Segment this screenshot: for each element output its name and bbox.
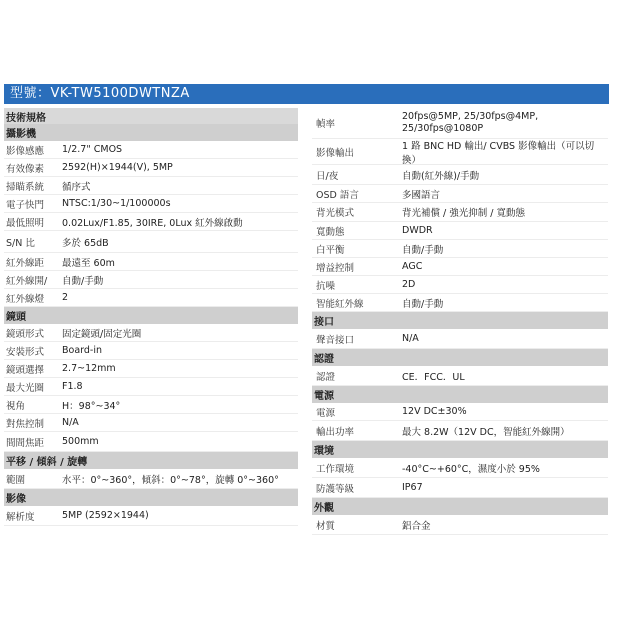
row-label: S/N 比 — [6, 237, 35, 249]
table-row — [4, 324, 298, 342]
section-appearance — [312, 498, 608, 515]
row-value: -40°C~+60°C，濕度小於 95% — [402, 463, 540, 475]
table-row — [312, 108, 608, 139]
row-value: AGC — [402, 261, 423, 272]
table-row — [4, 213, 298, 231]
row-label: 影像輸出 — [316, 147, 355, 159]
row-value: 水平：0°~360°，傾斜：0°~78°，旋轉 0°~360° — [62, 474, 279, 486]
row-value: 多國語言 — [402, 189, 441, 201]
table-row — [312, 458, 608, 478]
table-row — [312, 478, 608, 498]
table-row — [312, 139, 608, 165]
row-value: 循序式 — [62, 181, 91, 193]
table-row — [4, 253, 298, 271]
section-title: 接口 — [314, 317, 334, 328]
row-label: OSD 語言 — [316, 189, 359, 201]
row-label: 紅外線距 — [6, 257, 45, 269]
table-row — [4, 231, 298, 253]
table-row — [4, 271, 298, 289]
table-row — [312, 276, 608, 294]
row-label: 有效像素 — [6, 163, 45, 175]
row-label: 紅外線燈 — [6, 293, 45, 305]
row-value: Board-in — [62, 345, 103, 356]
row-value: DWDR — [402, 225, 433, 236]
row-label: 電子快門 — [6, 199, 45, 211]
value-line: 20fps@5MP, 25/30fps@4MP, — [402, 111, 539, 122]
row-label: 認證 — [316, 371, 336, 383]
row-label: 聲音接口 — [316, 334, 355, 346]
row-value: 2592(H)×1944(V), 5MP — [62, 162, 173, 173]
value-line: 25/30fps@1080P — [402, 123, 484, 134]
row-label: 視角 — [6, 400, 26, 412]
table-row — [312, 165, 608, 185]
section-header-tech-spec — [4, 108, 298, 124]
section-certification — [312, 349, 608, 366]
row-value: NTSC:1/30~1/100000s — [62, 198, 171, 209]
row-value: 12V DC±30% — [402, 406, 467, 417]
table-row — [312, 222, 608, 240]
row-label: 抗噪 — [316, 280, 336, 292]
row-value: 5MP (2592×1944) — [62, 510, 149, 521]
row-value: 1 路 BNC HD 輸出/ CVBS 影像輸出（可以切換） — [402, 140, 595, 166]
section-title: 認證 — [314, 354, 334, 365]
row-label: 安裝形式 — [6, 346, 45, 358]
table-row — [4, 396, 298, 414]
row-label: 背光模式 — [316, 208, 355, 219]
section-lens — [4, 307, 298, 324]
row-label: 電源 — [316, 407, 336, 419]
row-value: 500mm — [62, 436, 99, 447]
row-label: 材質 — [316, 520, 336, 532]
row-label: 間間焦距 — [6, 437, 45, 449]
table-row — [4, 378, 298, 396]
row-label: 掃瞄系統 — [6, 181, 45, 193]
section-pan-tilt-rotate — [4, 452, 298, 469]
table-row — [4, 506, 298, 526]
row-value: IP67 — [402, 482, 423, 493]
row-label: 最大光圈 — [6, 382, 45, 394]
row-label: 輸出功率 — [316, 426, 355, 438]
spec-table-left — [4, 108, 298, 526]
table-row — [4, 141, 298, 159]
table-row — [4, 289, 298, 307]
table-row — [312, 294, 608, 312]
row-value: 最遠至 60m — [62, 257, 115, 269]
section-title: 技術規格 — [6, 112, 46, 124]
table-row — [312, 515, 608, 535]
section-title: 影像 — [6, 494, 26, 505]
row-value: 背光補償 / 強光抑制 / 寬動態 — [402, 208, 525, 219]
row-value: 0.02Lux/F1.85, 30IRE, 0Lux 紅外線啟動 — [62, 217, 243, 229]
model-title: 型號：VK-TW5100DWTNZA — [10, 86, 190, 101]
row-label: 對焦控制 — [6, 418, 45, 430]
section-power — [312, 386, 608, 403]
row-label: 鏡頭選擇 — [6, 364, 45, 376]
row-label: 影像感應 — [6, 145, 45, 157]
table-row — [312, 421, 608, 441]
section-title: 環境 — [314, 446, 334, 457]
table-row — [312, 403, 608, 421]
section-interface — [312, 312, 608, 329]
row-value: 鋁合金 — [402, 520, 431, 532]
table-row — [4, 469, 298, 489]
table-row — [312, 185, 608, 203]
row-label: 日/夜 — [316, 170, 339, 182]
row-value: F1.8 — [62, 381, 83, 392]
row-label: 鏡頭形式 — [6, 328, 45, 340]
row-value: 2D — [402, 279, 416, 290]
table-row — [312, 329, 608, 349]
row-value: H：98°~34° — [62, 400, 121, 412]
table-row — [312, 366, 608, 386]
row-value: 多於 65dB — [62, 237, 109, 249]
table-row — [312, 258, 608, 276]
table-row — [4, 177, 298, 195]
spec-table-right — [312, 108, 608, 535]
table-row — [312, 203, 608, 222]
row-value: 自動/手動 — [402, 298, 444, 310]
row-value: 2.7~12mm — [62, 363, 116, 374]
row-label: 範圍 — [6, 474, 26, 486]
section-title: 電源 — [314, 391, 334, 402]
row-label: 紅外線開/ — [6, 275, 48, 287]
row-label: 防護等級 — [316, 483, 355, 495]
row-value: N/A — [62, 417, 79, 428]
row-label: 最低照明 — [6, 217, 45, 229]
section-title: 攝影機 — [6, 129, 36, 140]
section-environment — [312, 441, 608, 458]
row-label: 增益控制 — [316, 262, 355, 274]
row-value: 自動(紅外線)/手動 — [402, 170, 480, 182]
section-camera — [4, 124, 298, 141]
row-value: 固定鏡頭/固定光圈 — [62, 328, 142, 340]
row-label: 工作環境 — [316, 463, 355, 475]
row-label: 智能紅外線 — [316, 298, 364, 310]
row-value: CE．FCC．UL — [402, 371, 465, 383]
model-title-bar — [4, 84, 609, 104]
table-row — [4, 432, 298, 452]
row-value — [402, 111, 608, 135]
row-value: 自動/手動 — [62, 275, 104, 287]
row-label: 幀率 — [316, 119, 336, 130]
row-value: 1/2.7" CMOS — [62, 144, 123, 155]
table-row — [312, 240, 608, 258]
table-row — [4, 342, 298, 360]
section-title: 鏡頭 — [6, 312, 26, 323]
section-image — [4, 489, 298, 506]
table-row — [4, 195, 298, 213]
row-value: 自動/手動 — [402, 244, 444, 256]
table-row — [4, 414, 298, 432]
table-row — [4, 360, 298, 378]
table-row — [4, 159, 298, 177]
row-value: N/A — [402, 333, 419, 344]
section-title: 外觀 — [314, 503, 334, 514]
row-value: 2 — [62, 292, 69, 303]
row-label: 解析度 — [6, 511, 35, 523]
section-title: 平移 / 傾斜 / 旋轉 — [6, 457, 88, 468]
row-label: 寬動態 — [316, 226, 345, 238]
row-label: 白平衡 — [316, 244, 345, 256]
row-value: 最大 8.2W（12V DC，智能紅外線開） — [402, 426, 570, 438]
